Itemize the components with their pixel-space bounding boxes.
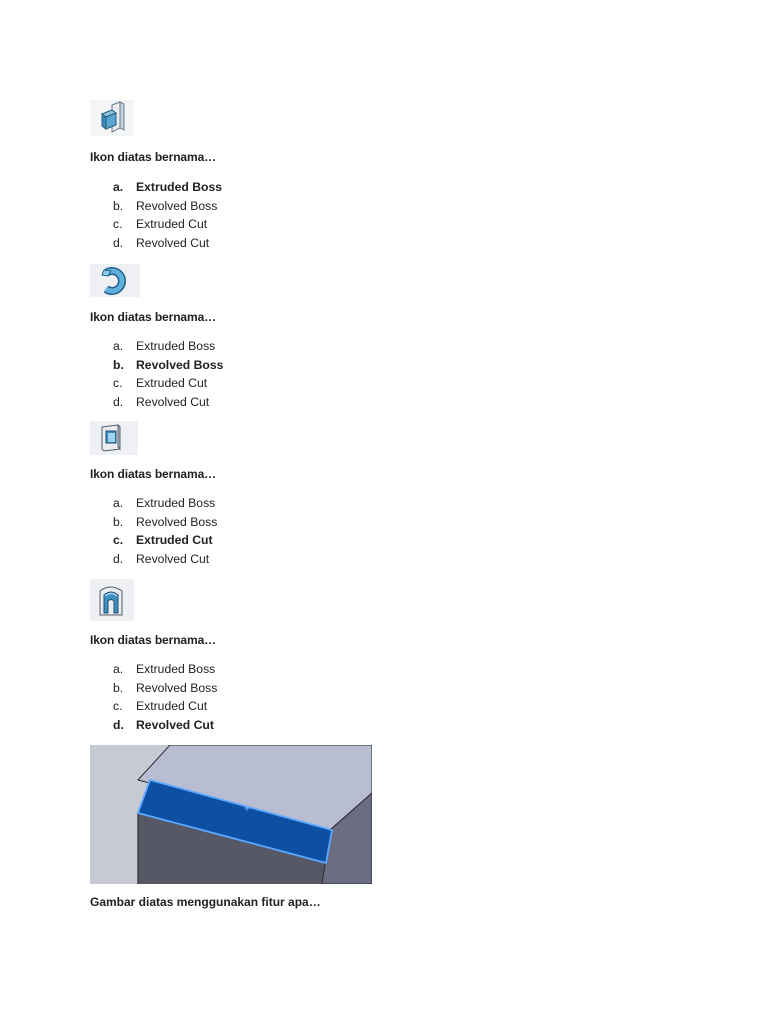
options-list <box>113 494 217 568</box>
option-d <box>113 550 217 569</box>
option-letter: c. <box>113 376 123 391</box>
option-text: Revolved Cut <box>136 551 210 566</box>
option-text: Revolved Boss <box>136 198 218 213</box>
option-a <box>113 660 217 679</box>
option-text: Extruded Boss <box>136 180 223 194</box>
option-letter: a. <box>113 180 124 194</box>
extruded-cut-icon <box>90 421 138 455</box>
option-b <box>113 679 217 698</box>
option-letter: d. <box>113 551 124 566</box>
option-letter: b. <box>113 514 124 529</box>
option-text: Revolved Boss <box>136 680 218 695</box>
option-text: Extruded Cut <box>136 699 208 714</box>
option-letter: a. <box>113 662 124 676</box>
option-letter: b. <box>113 198 124 213</box>
option-d <box>113 393 223 412</box>
option-text: Extruded Cut <box>136 217 208 232</box>
option-b <box>113 356 223 375</box>
option-a <box>113 337 223 356</box>
question-prompt: Ikon diatas bernama… <box>90 467 217 481</box>
extruded-boss-icon <box>90 100 134 136</box>
option-letter: d. <box>113 394 124 409</box>
options-list <box>113 660 217 734</box>
option-letter: d. <box>113 717 124 732</box>
option-text: Revolved Cut <box>136 394 210 409</box>
option-c <box>113 697 217 716</box>
option-text: Extruded Cut <box>136 376 208 391</box>
final-question-prompt: Gambar diatas menggunakan fitur apa… <box>90 895 321 909</box>
option-text: Revolved Cut <box>136 235 210 250</box>
option-c <box>113 531 217 550</box>
option-letter: a. <box>113 496 124 510</box>
chamfer-model-image <box>90 745 372 884</box>
option-text: Revolved Boss <box>136 514 218 529</box>
option-b <box>113 197 222 216</box>
option-d <box>113 234 222 253</box>
option-letter: c. <box>113 699 123 714</box>
question-prompt: Ikon diatas bernama… <box>90 633 217 647</box>
options-list <box>113 337 223 411</box>
option-letter: b. <box>113 680 124 695</box>
option-d <box>113 716 217 735</box>
question-prompt: Ikon diatas bernama… <box>90 310 217 324</box>
option-b <box>113 513 217 532</box>
revolved-boss-icon <box>90 264 140 297</box>
option-c <box>113 374 223 393</box>
option-letter: c. <box>113 533 124 548</box>
option-text: Revolved Cut <box>136 717 214 732</box>
option-text: Extruded Cut <box>136 533 213 548</box>
option-c <box>113 215 222 234</box>
question-prompt: Ikon diatas bernama… <box>90 150 217 164</box>
option-a <box>113 178 222 197</box>
option-letter: c. <box>113 217 123 232</box>
option-text: Extruded Boss <box>136 496 216 510</box>
option-letter: b. <box>113 357 124 372</box>
option-text: Extruded Boss <box>136 339 216 353</box>
options-list <box>113 178 222 252</box>
option-a <box>113 494 217 513</box>
option-letter: d. <box>113 235 124 250</box>
option-letter: a. <box>113 339 124 353</box>
option-text: Revolved Boss <box>136 357 224 372</box>
option-text: Extruded Boss <box>136 662 216 676</box>
revolved-cut-icon <box>90 579 134 621</box>
